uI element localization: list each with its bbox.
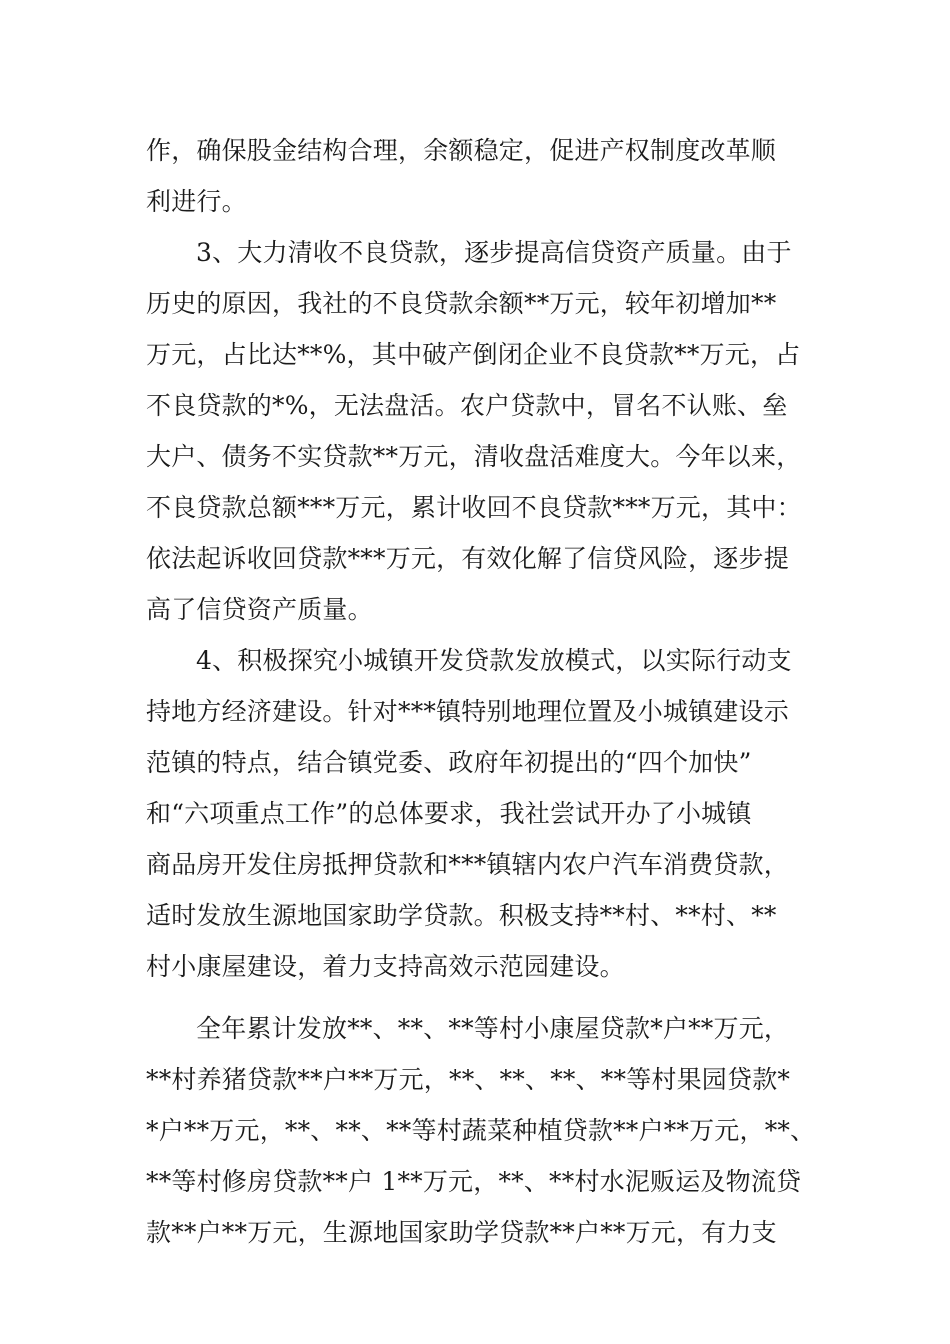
paragraph-start-annual: 全年累计发放**、**、**等村小康屋贷款*户**万元， [196,1014,790,1043]
text-line: 款**户**万元，生源地国家助学贷款**户**万元，有力支 [146,1218,777,1247]
text-line: 依法起诉收回贷款***万元，有效化解了信贷风险，逐步提 [146,544,789,573]
paragraph-start-4: 4、积极探究小城镇开发贷款发放模式，以实际行动支 [196,646,792,675]
text-line: *户**万元，**、**、**等村蔬菜种植贷款**户**万元，**、 [146,1116,816,1145]
text-line: 村小康屋建设，着力支持高效示范园建设。 [146,952,625,981]
text-line: 高了信贷资产质量。 [146,595,373,624]
text-line: 不良贷款的*%，无法盘活。农户贷款中，冒名不认账、垒 [146,391,788,420]
text-line: 作，确保股金结构合理，余额稳定，促进产权制度改革顺 [146,136,777,165]
text-line: 万元，占比达**%，其中破产倒闭企业不良贷款**万元，占 [146,340,801,369]
text-line: 适时发放生源地国家助学贷款。积极支持**村、**村、** [146,901,777,930]
text-line: **等村修房贷款**户 1**万元，**、**村水泥贩运及物流贷 [146,1167,802,1196]
text-line: 和“六项重点工作”的总体要求，我社尝试开办了小城镇 [146,799,752,828]
text-line: 历史的原因，我社的不良贷款余额**万元，较年初增加** [146,289,777,318]
text-line: 商品房开发住房抵押贷款和***镇辖内农户汽车消费贷款， [146,850,789,879]
body-text [146,125,826,1258]
text-line: 范镇的特点，结合镇党委、政府年初提出的“四个加快” [146,748,752,777]
text-line: 持地方经济建设。针对***镇特别地理位置及小城镇建设示 [146,697,789,726]
text-line: 不良贷款总额***万元，累计收回不良贷款***万元，其中： [146,493,802,522]
text-line: **村养猪贷款**户**万元，**、**、**、**等村果园贷款* [146,1065,791,1094]
paragraph-start-3: 3、大力清收不良贷款，逐步提高信贷资产质量。由于 [196,238,792,267]
text-line: 利进行。 [146,187,247,216]
text-line: 大户、债务不实贷款**万元，清收盘活难度大。今年以来， [146,442,802,471]
